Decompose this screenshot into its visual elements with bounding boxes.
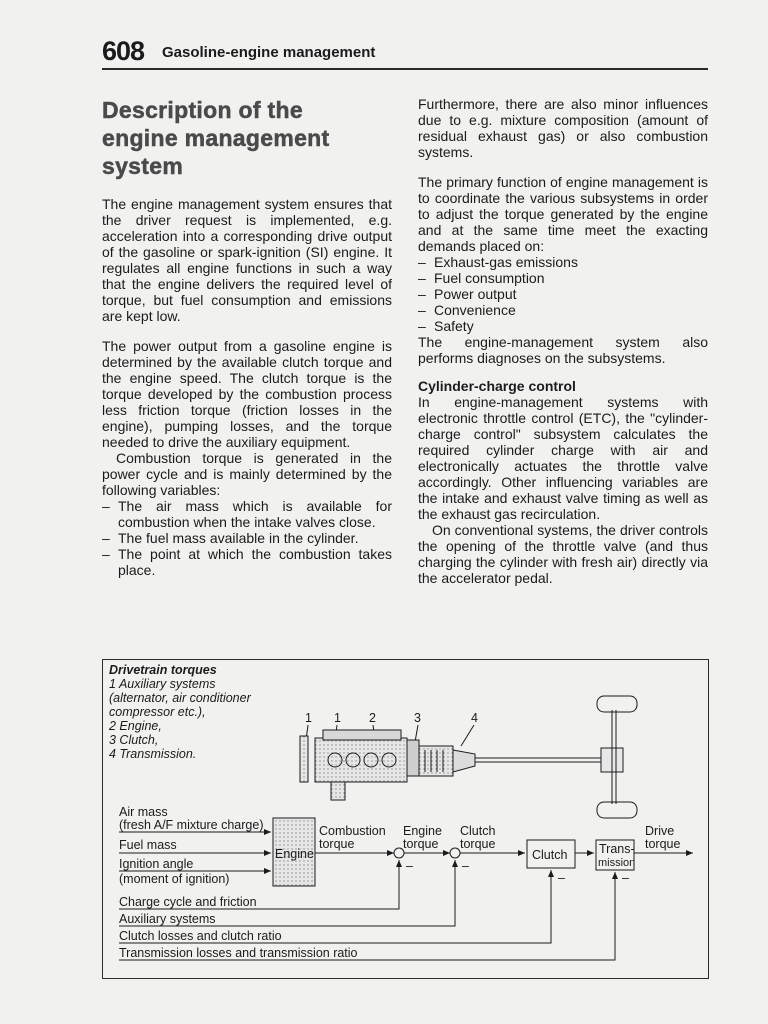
drawing-label: 1 [305, 711, 312, 725]
list-item: – The air mass which is available for combustion when the intake valves close. [102, 498, 392, 530]
input-label: Air mass [119, 805, 168, 819]
signal-label: torque [645, 837, 681, 851]
signal-label: Clutch [460, 824, 496, 838]
list-item: – Exhaust-gas emissions [418, 254, 708, 270]
clutch-block-label: Clutch [532, 848, 568, 862]
subheading: Cylinder-charge control [418, 378, 576, 394]
loss-label: Clutch losses and clutch ratio [119, 929, 282, 943]
transmission-block-label: mission [598, 857, 636, 869]
signal-label: torque [319, 837, 355, 851]
paragraph: The power output from a gasoline engine is determined by the available clutch torque and the engine speed. The clutch torque is the torque developed by the combustion process less friction torque (friction losses in the engine), pumping losses, and the torque needed to drive the auxiliary equipment. [102, 338, 392, 450]
input-label: Fuel mass [119, 838, 177, 852]
caption-title: Drivetrain torques [109, 663, 217, 677]
summing-junction [394, 848, 404, 858]
loss-label: Auxiliary systems [119, 912, 216, 926]
paragraph: The primary function of engine management is to coordinate the various subsystems in order to adjust the torque generated by the engine and at the same time meet the exacting demands placed on: [418, 174, 708, 254]
drawing-label: 4 [471, 711, 478, 725]
section-title-line: Description of the [102, 97, 303, 123]
input-label: (fresh A/F mixture charge) [119, 818, 264, 832]
signal-label: Combustion [319, 824, 386, 838]
minus-sign: – [406, 859, 413, 873]
caption-line: 4 Transmission. [109, 747, 197, 761]
list-item: – Safety [418, 318, 708, 334]
caption-line: 3 Clutch, [109, 733, 159, 747]
input-label: Ignition angle [119, 857, 194, 871]
list-item: – The point at which the combustion takes place. [102, 546, 392, 578]
drivetrain-drawing [300, 696, 637, 818]
drivetrain-figure [102, 659, 709, 979]
page-header [102, 36, 708, 70]
transmission-block-label: Trans- [599, 842, 635, 856]
torque-flow-diagram [119, 805, 693, 960]
paragraph: On conventional systems, the driver controls the opening of the throttle valve (and thus charging the cylinder with fresh air) directly via the accelerator pedal. [418, 522, 708, 586]
section-title-line: engine management [102, 125, 330, 151]
paragraph: Combustion torque is generated in the power cycle and is mainly determined by the following variables: [102, 450, 392, 498]
caption-line: 1 Auxiliary systems [109, 677, 216, 691]
minus-sign: – [558, 871, 565, 885]
minus-sign: – [622, 871, 629, 885]
figure-drawing [103, 660, 708, 978]
demands-list [418, 254, 708, 334]
paragraph: Furthermore, there are also minor influences due to e.g. mixture composition (amount of residual exhaust gas) or also combustion systems. [418, 96, 708, 160]
signal-label: torque [460, 837, 496, 851]
drawing-label: 3 [414, 711, 421, 725]
paragraph: The engine-management system also performs diagnoses on the subsystems. [418, 334, 708, 366]
loss-label: Transmission losses and transmission ratio [119, 946, 358, 960]
page-number: 608 [102, 36, 145, 66]
paragraph: The engine management system ensures that the driver request is implemented, e.g. acceleration into a corresponding drive output of the gasoline or spark-ignition (SI) engine. It regulates all engine functions in such a way that the engine delivers the required level of torque, but fuel consumption and emissions are kept low. [102, 196, 392, 324]
section-title [102, 96, 392, 180]
summing-junction [450, 848, 460, 858]
running-title: Gasoline-engine management [162, 44, 376, 61]
list-item: – Power output [418, 286, 708, 302]
engine-block-label: Engine [275, 847, 314, 861]
drawing-label: 1 [334, 711, 341, 725]
minus-sign: – [462, 859, 469, 873]
caption-line: (alternator, air conditioner [109, 691, 251, 705]
signal-label: Drive [645, 824, 675, 838]
signal-label: torque [403, 837, 439, 851]
list-item: – The fuel mass available in the cylinder. [102, 530, 392, 546]
left-column [102, 96, 392, 578]
caption-line: 2 Engine, [109, 719, 162, 733]
caption-line: compressor etc.), [109, 705, 206, 719]
input-label: (moment of ignition) [119, 872, 230, 886]
right-column [418, 96, 708, 586]
paragraph: In engine-management systems with electronic throttle control (ETC), the "cylinder-charge control" subsystem calculates the required cylinder charge with air and electronically actuates the throttle valve accordingly. Other influencing variables are the intake and exhaust valve timing as well as the exhaust gas recirculation. [418, 394, 708, 522]
drawing-label: 2 [369, 711, 376, 725]
loss-label: Charge cycle and friction [119, 895, 257, 909]
variables-list [102, 498, 392, 578]
section-title-line: system [102, 153, 184, 179]
signal-label: Engine [403, 824, 442, 838]
list-item: – Fuel consumption [418, 270, 708, 286]
list-item: – Convenience [418, 302, 708, 318]
